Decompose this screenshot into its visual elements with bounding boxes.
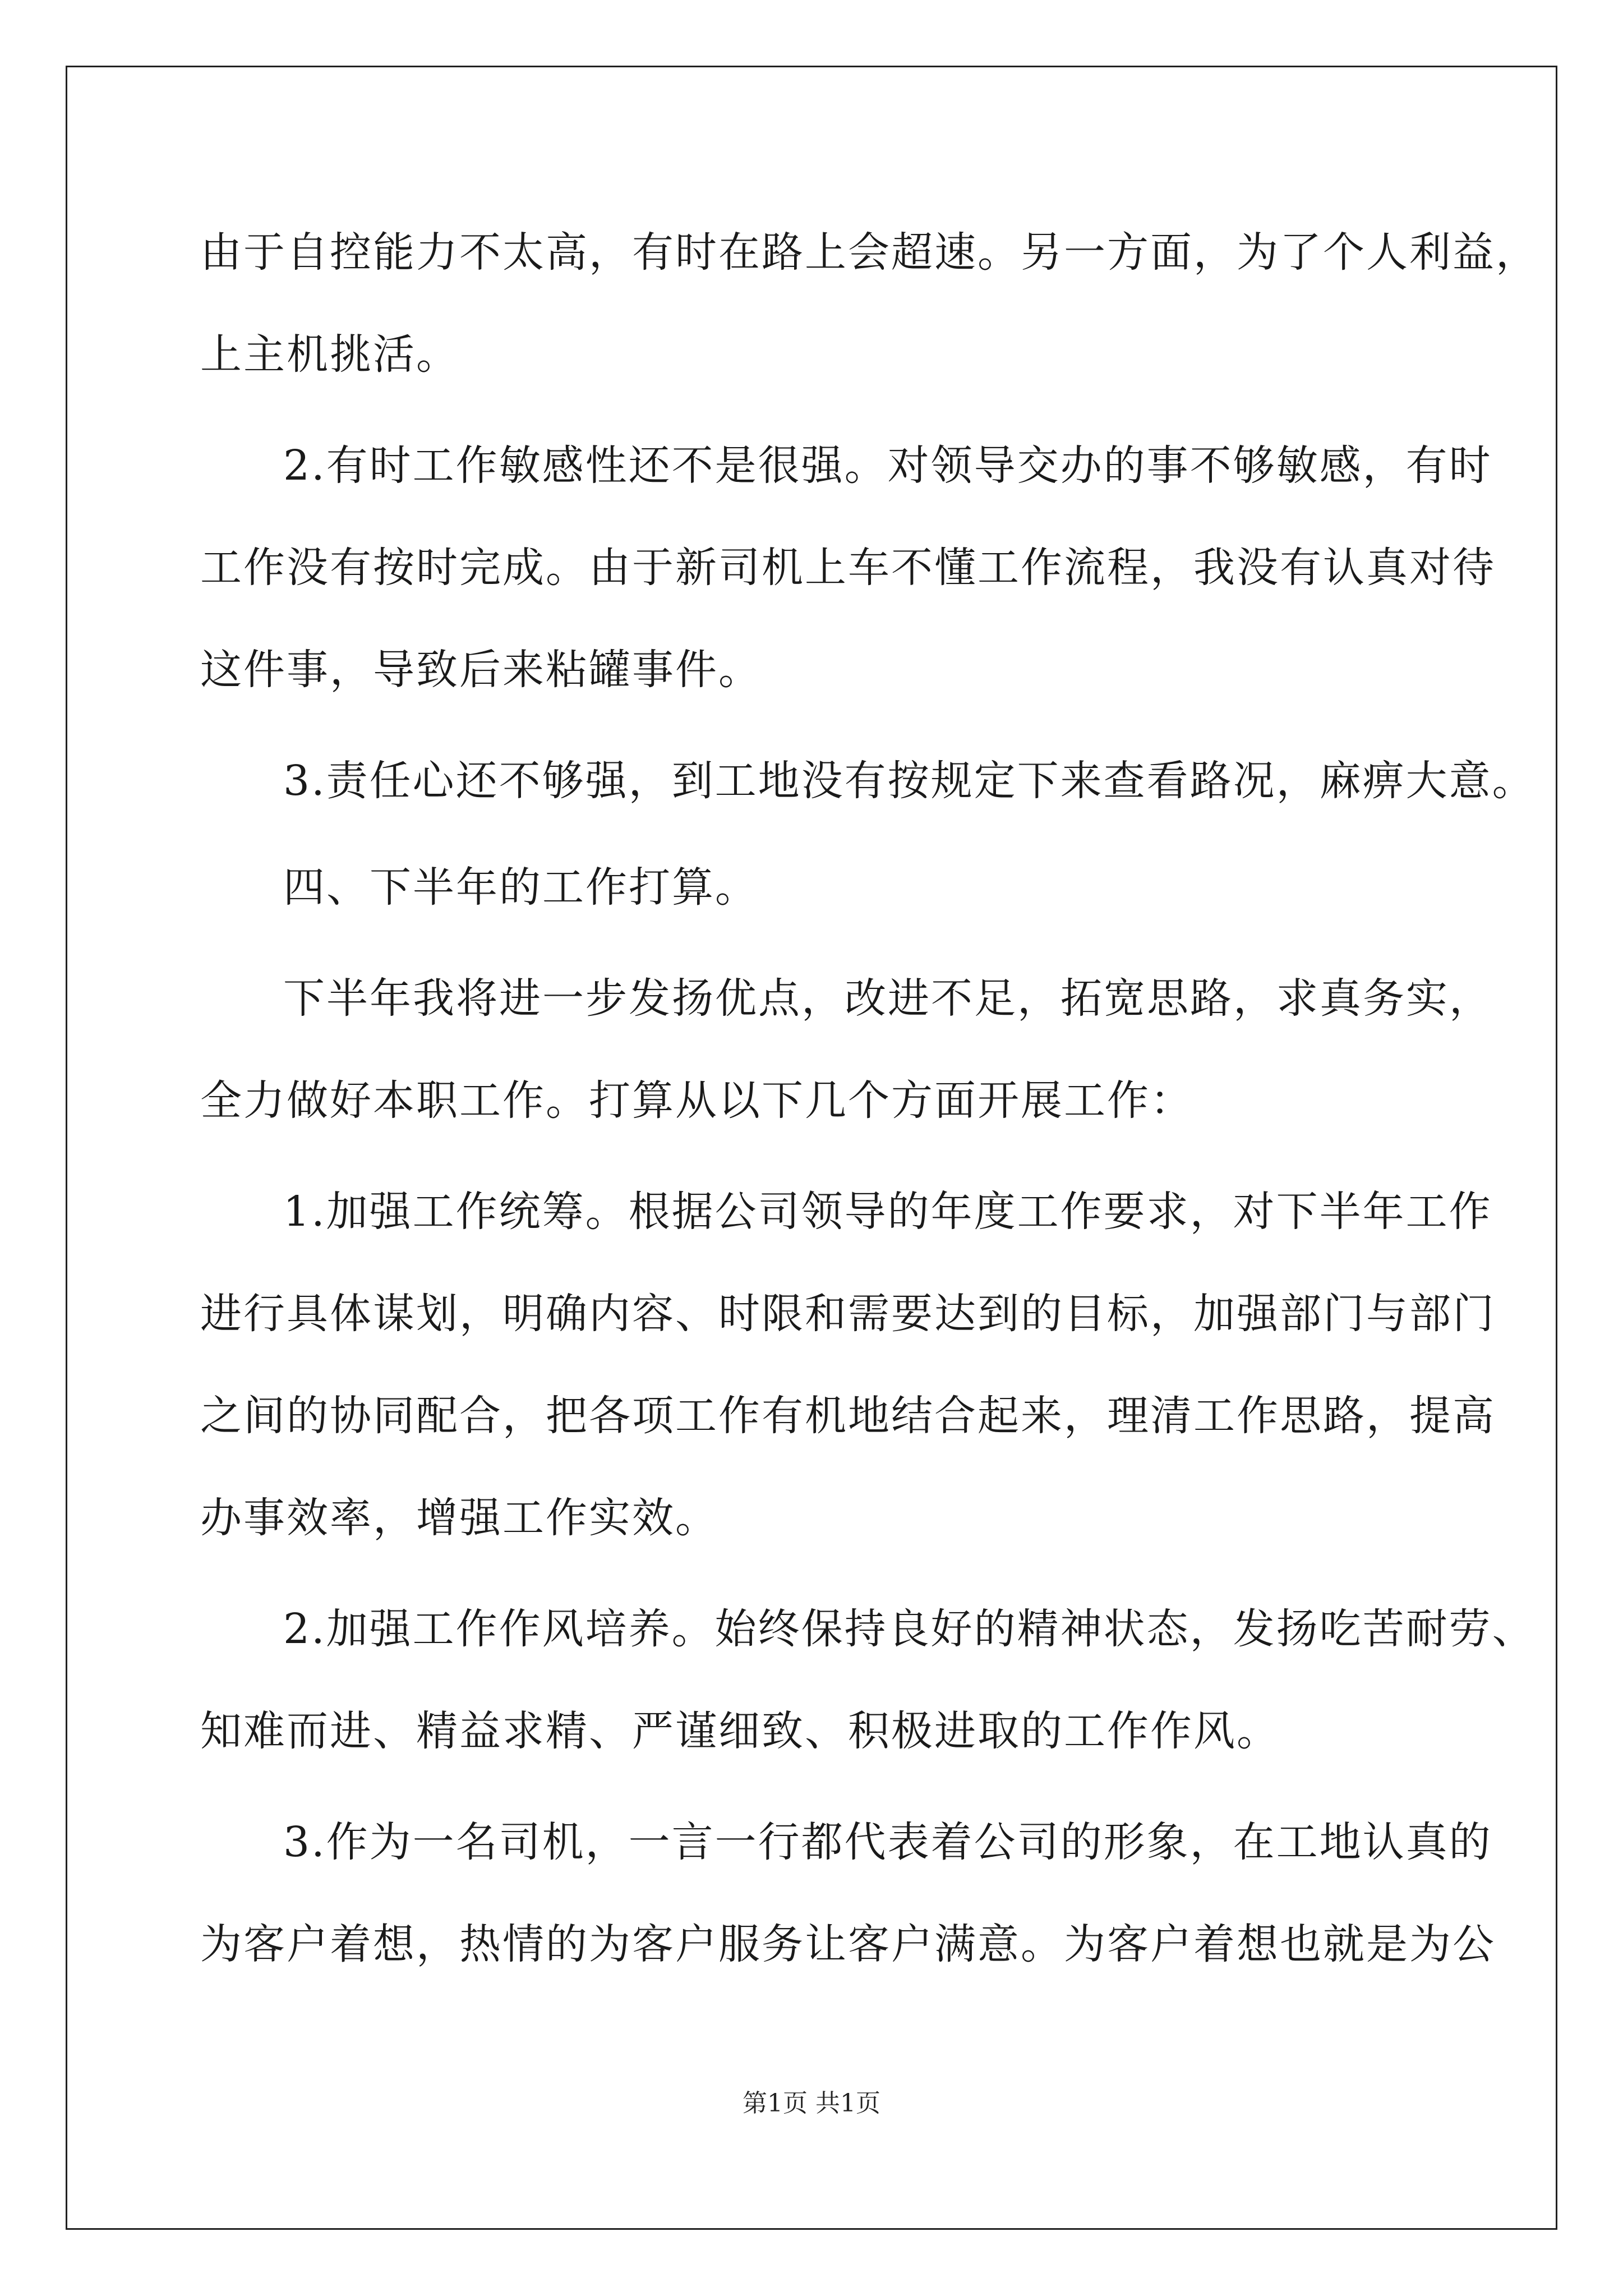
text-line: 办事效率，增强工作实效。 [200,1494,718,1542]
text-line: 进行具体谋划，明确内容、时限和需要达到的目标，加强部门与部门 [200,1290,1496,1338]
text-line: 知难而进、精益求精、严谨细致、积极进取的工作作风。 [200,1707,1280,1755]
page-footer: 第1页 共1页 [743,2089,880,2118]
text-line: 之间的协同配合，把各项工作有机地结合起来，理清工作思路，提高 [200,1392,1496,1440]
text-line: 1.加强工作统筹。根据公司领导的年度工作要求，对下半年工作 [283,1188,1492,1236]
text-line: 上主机挑活。 [200,330,459,379]
text-line: 下半年我将进一步发扬优点，改进不足，拓宽思路，求真务实， [283,974,1492,1023]
page-border [66,66,1557,2230]
text-line: 全力做好本职工作。打算从以下几个方面开展工作： [200,1076,1193,1125]
section-heading: 四、下半年的工作打算。 [283,863,758,912]
text-line: 3.责任心还不够强，到工地没有按规定下来查看路况，麻痹大意。 [283,757,1536,805]
text-line: 2.有时工作敏感性还不是很强。对领导交办的事不够敏感，有时 [283,441,1492,490]
text-line: 由于自控能力不太高，有时在路上会超速。另一方面，为了个人利益， [200,228,1539,277]
text-line: 为客户着想，热情的为客户服务让客户满意。为客户着想也就是为公 [200,1920,1496,1968]
text-line: 2.加强工作作风培养。始终保持良好的精神状态，发扬吃苦耐劳、 [283,1605,1536,1653]
text-line: 这件事，导致后来粘罐事件。 [200,646,762,694]
text-line: 工作没有按时完成。由于新司机上车不懂工作流程，我没有认真对待 [200,544,1496,592]
text-line: 3.作为一名司机，一言一行都代表着公司的形象，在工地认真的 [283,1818,1492,1866]
